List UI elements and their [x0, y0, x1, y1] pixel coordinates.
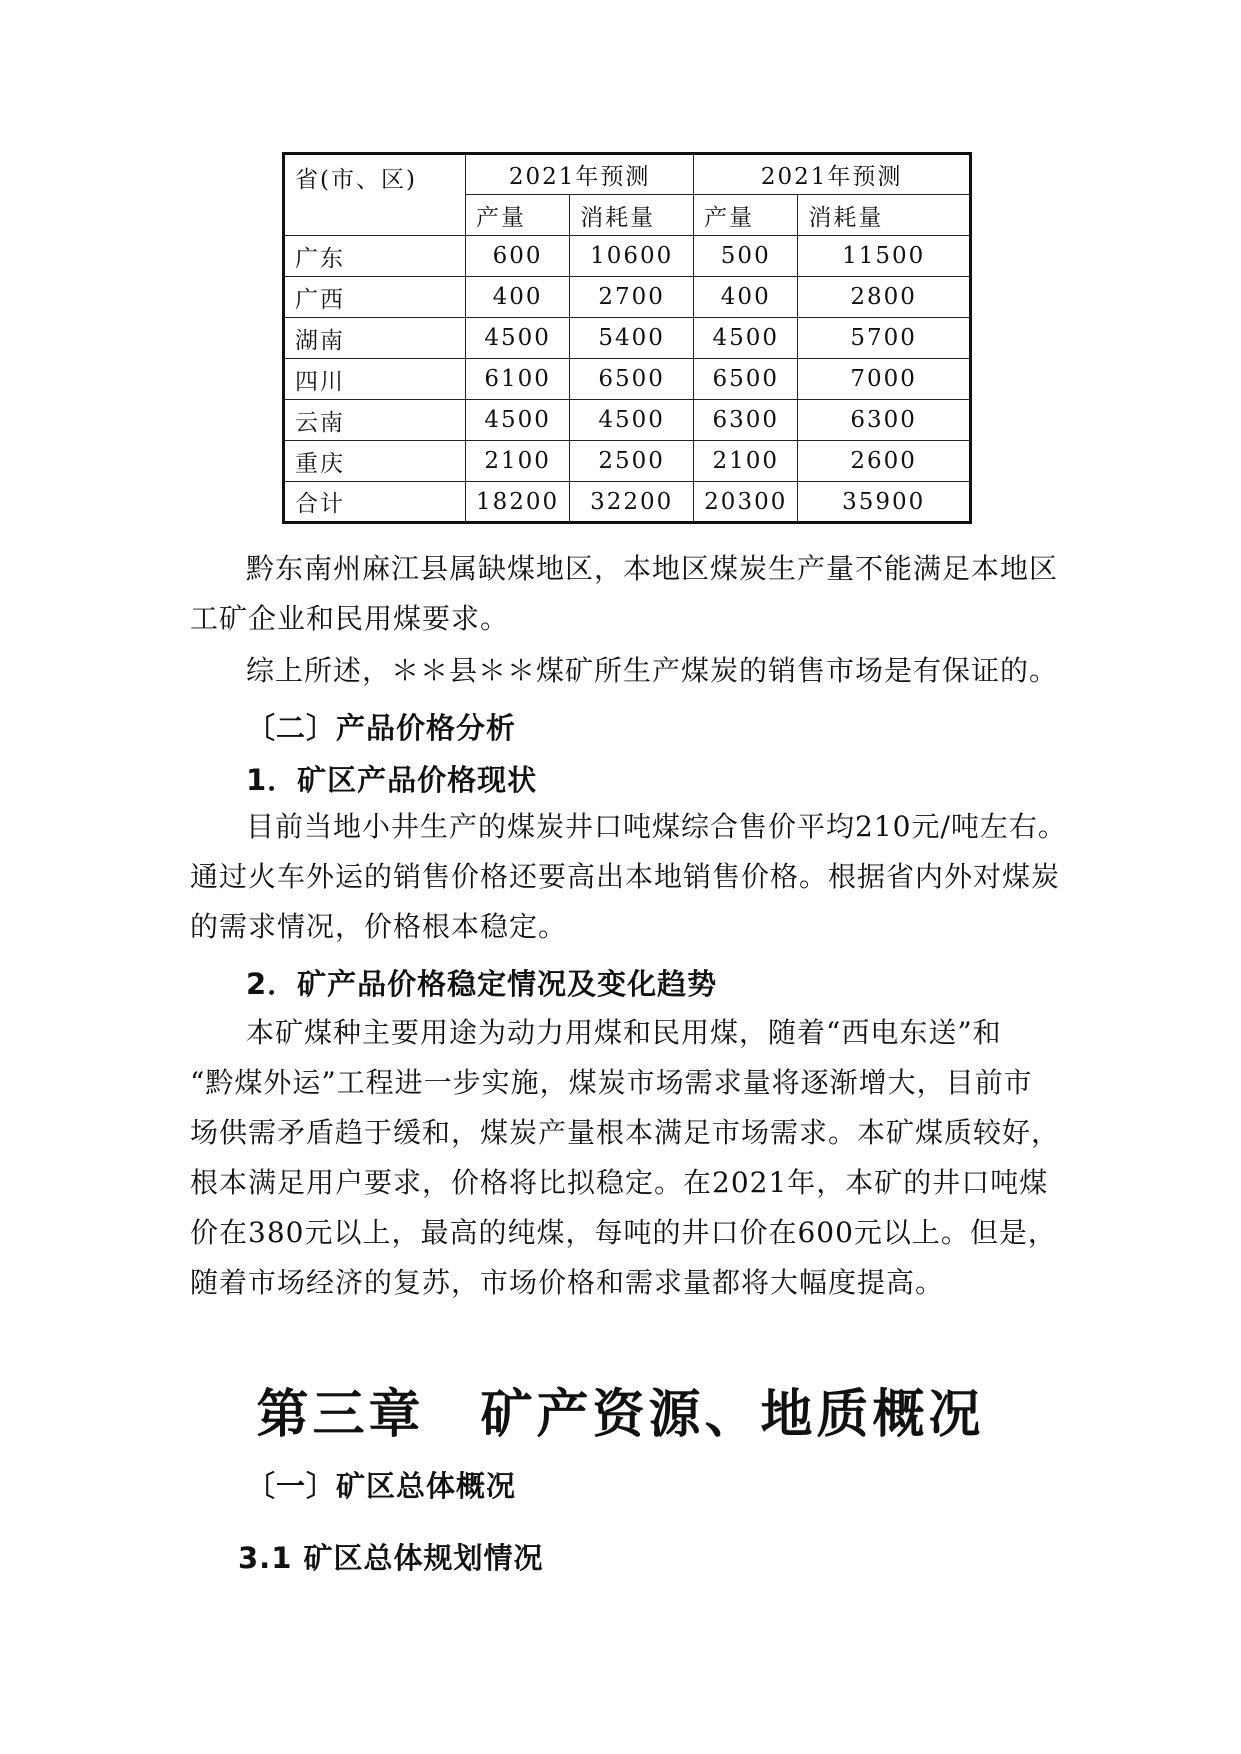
paragraph-line: 黔东南州麻江县属缺煤地区，本地区煤炭生产量不能满足本地区 [246, 552, 1059, 585]
cell-region: 重庆 [284, 441, 466, 482]
cell-production-2: 2100 [694, 441, 798, 482]
cell-consumption-2: 2800 [798, 277, 971, 318]
cell-consumption-1: 2700 [570, 277, 694, 318]
cell-consumption-2: 35900 [798, 482, 971, 523]
cell-production-2: 4500 [694, 318, 798, 359]
header-group-2: 2021年预测 [694, 154, 971, 195]
subheader-consumption-2: 消耗量 [798, 195, 971, 236]
paragraph-summary [190, 646, 1070, 696]
cell-region: 广西 [284, 277, 466, 318]
cell-consumption-2: 11500 [798, 236, 971, 277]
cell-production-1: 2100 [466, 441, 570, 482]
cell-consumption-1: 5400 [570, 318, 694, 359]
cell-region: 广东 [284, 236, 466, 277]
cell-region: 合计 [284, 482, 466, 523]
subheader-production-1: 产量 [466, 195, 570, 236]
cell-production-1: 400 [466, 277, 570, 318]
cell-production-2: 6300 [694, 400, 798, 441]
cell-production-2: 20300 [694, 482, 798, 523]
paragraph-line: 通过火车外运的销售价格还要高出本地销售价格。根据省内外对煤炭 [190, 860, 1061, 893]
paragraph-line: 的需求情况，价格根本稳定。 [190, 910, 568, 943]
coal-forecast-table [282, 152, 972, 524]
chapter-title: 第三章 矿产资源、地质概况 [256, 1385, 985, 1445]
cell-region: 四川 [284, 359, 466, 400]
subsection-title-price-trend: 2．矿产品价格稳定情况及变化趋势 [246, 967, 718, 1001]
paragraph-line: 价在380元以上，最高的纯煤，每吨的井口价在600元以上。但是， [190, 1216, 1057, 1249]
cell-consumption-1: 10600 [570, 236, 694, 277]
cell-consumption-1: 4500 [570, 400, 694, 441]
cell-production-2: 500 [694, 236, 798, 277]
paragraph-line: “黔煤外运”工程进一步实施，煤炭市场需求量将逐渐增大，目前市 [190, 1066, 1033, 1099]
cell-consumption-1: 2500 [570, 441, 694, 482]
paragraph-line: 本矿煤种主要用途为动力用煤和民用煤，随着“西电东送”和 [246, 1016, 1002, 1049]
paragraph-price-status [190, 802, 1070, 952]
cell-production-1: 6100 [466, 359, 570, 400]
table-row [284, 277, 971, 318]
cell-consumption-2: 6300 [798, 400, 971, 441]
header-group-1: 2021年预测 [466, 154, 694, 195]
cell-consumption-1: 32200 [570, 482, 694, 523]
section-title-price-analysis: 〔二〕产品价格分析 [246, 711, 517, 745]
table-row [284, 318, 971, 359]
paragraph-line: 随着市场经济的复苏，市场价格和需求量都将大幅度提高。 [190, 1266, 945, 1299]
subheader-production-2: 产量 [694, 195, 798, 236]
cell-region: 湖南 [284, 318, 466, 359]
cell-consumption-1: 6500 [570, 359, 694, 400]
cell-production-2: 6500 [694, 359, 798, 400]
paragraph-line: 目前当地小井生产的煤炭井口吨煤综合售价平均210元/吨左右。 [246, 810, 1067, 843]
cell-consumption-2: 2600 [798, 441, 971, 482]
section-title-mining-overview: 〔一〕矿区总体概况 [246, 1469, 517, 1503]
cell-production-1: 4500 [466, 318, 570, 359]
table-total-row [284, 482, 971, 523]
paragraph-line: 场供需矛盾趋于缓和，煤炭产量根本满足市场需求。本矿煤质较好， [190, 1116, 1061, 1149]
table-row [284, 400, 971, 441]
table-row [284, 236, 971, 277]
header-region: 省(市、区) [284, 154, 466, 236]
paragraph-price-trend [190, 1008, 1070, 1308]
table-row [284, 359, 971, 400]
cell-production-1: 600 [466, 236, 570, 277]
cell-consumption-2: 7000 [798, 359, 971, 400]
table-header-row [284, 154, 971, 195]
paragraph-line: 综上所述，＊＊县＊＊煤矿所生产煤炭的销售市场是有保证的。 [246, 654, 1059, 687]
paragraph-line: 根本满足用户要求，价格将比拟稳定。在2021年，本矿的井口吨煤 [190, 1166, 1049, 1199]
subsection-title-planning: 3.1 矿区总体规划情况 [238, 1541, 544, 1575]
table-row [284, 441, 971, 482]
cell-production-1: 18200 [466, 482, 570, 523]
cell-consumption-2: 5700 [798, 318, 971, 359]
cell-region: 云南 [284, 400, 466, 441]
cell-production-2: 400 [694, 277, 798, 318]
paragraph-supply-shortage [190, 544, 1070, 644]
subsection-title-price-status: 1．矿区产品价格现状 [246, 763, 538, 797]
cell-production-1: 4500 [466, 400, 570, 441]
subheader-consumption-1: 消耗量 [570, 195, 694, 236]
paragraph-line: 工矿企业和民用煤要求。 [190, 602, 510, 635]
